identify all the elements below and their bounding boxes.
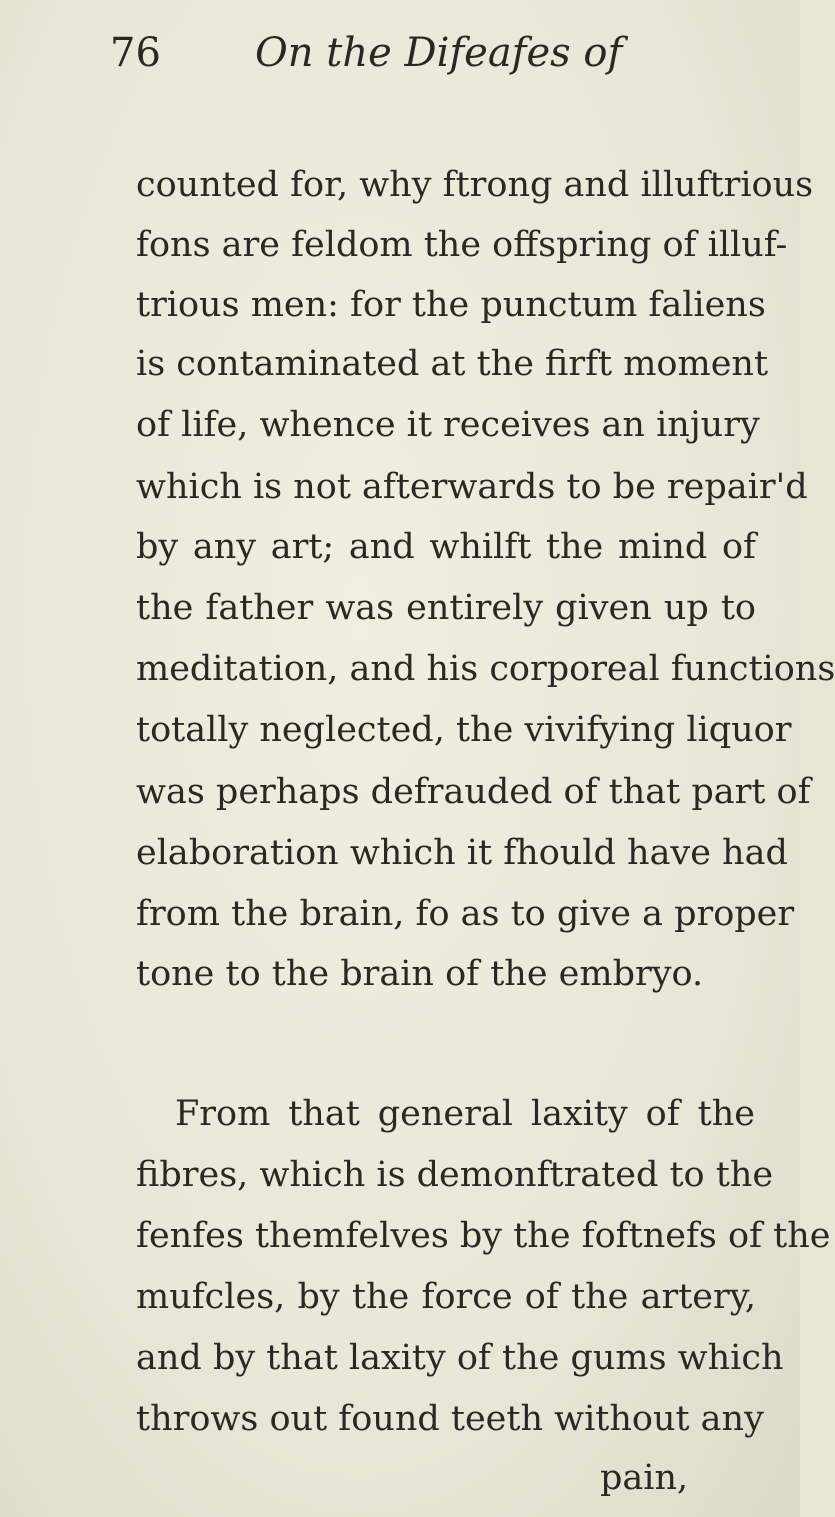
running-title: On the Difeafes of [255, 30, 623, 76]
text-line: trious men: for the punctum faliens [136, 285, 766, 325]
text-line: the father was entirely given up to [136, 588, 756, 628]
text-line: meditation, and his corporeal functions [136, 649, 835, 689]
text-line: mufcles, by the force of the artery, [136, 1277, 756, 1317]
text-line: which is not afterwards to be repair'd [136, 467, 808, 507]
text-line: elaboration which it fhould have had [136, 833, 788, 873]
text-line: From that general laxity of the [175, 1094, 755, 1134]
text-line: counted for, why ftrong and illuftrious [136, 165, 814, 205]
page-header [110, 18, 750, 88]
text-line: by any art; and whilft the mind of [136, 527, 756, 567]
text-line: is contaminated at the firft moment [136, 344, 769, 384]
text-line: tone to the brain of the embryo. [136, 954, 704, 994]
text-line: fenfes themfelves by the foftnefs of the [136, 1216, 831, 1256]
text-line: throws out found teeth without any [136, 1399, 764, 1439]
page-number: 76 [110, 30, 161, 76]
text-line: from the brain, fo as to give a proper [136, 894, 795, 934]
text-line: fibres, which is demonftrated to the [136, 1155, 774, 1195]
text-line: of life, whence it receives an injury [136, 405, 760, 445]
catchword: pain, [600, 1458, 689, 1498]
text-line: totally neglected, the vivifying liquor [136, 710, 792, 750]
text-line: was perhaps defrauded of that part of [136, 772, 811, 812]
text-line: and by that laxity of the gums which [136, 1338, 784, 1378]
text-line: fons are feldom the offspring of illuf- [136, 225, 788, 265]
